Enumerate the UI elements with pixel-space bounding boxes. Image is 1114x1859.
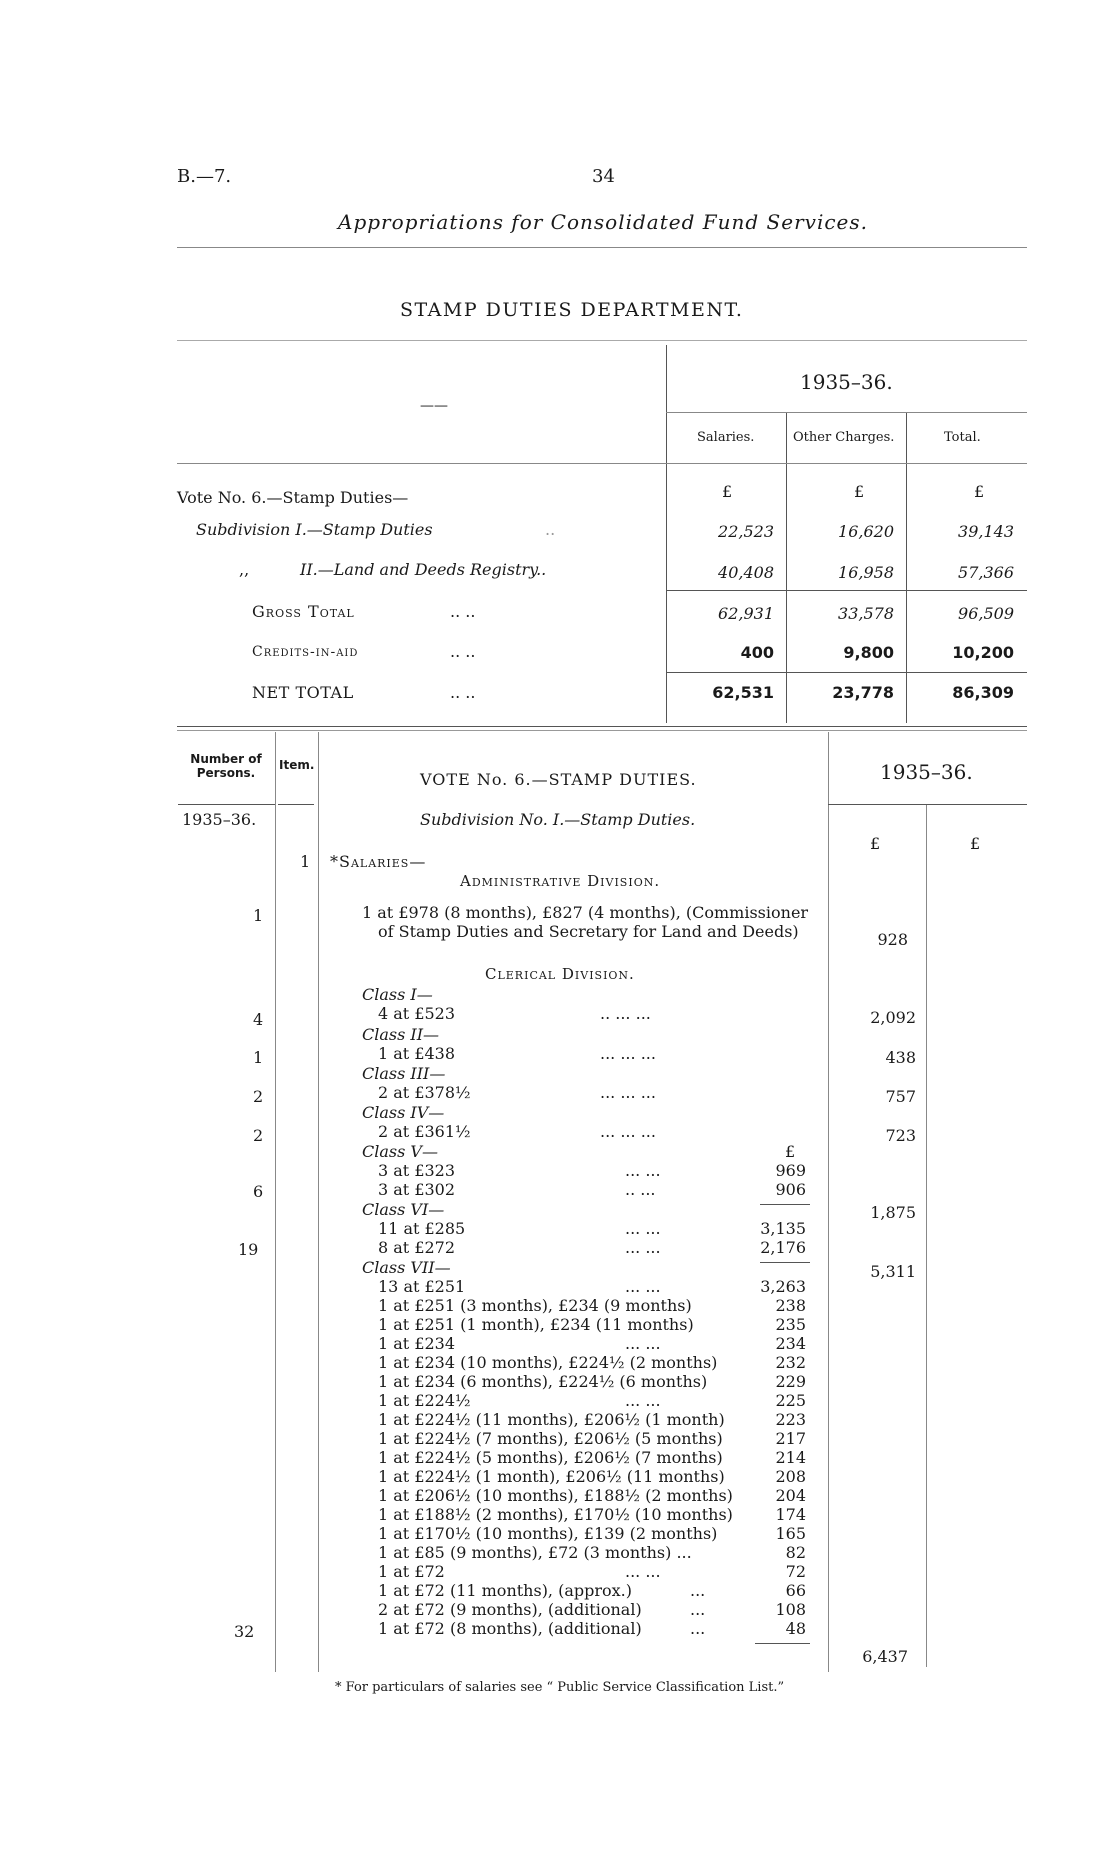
summary-subtotal-rule bbox=[666, 590, 1027, 591]
summary-top-rule bbox=[177, 340, 1027, 341]
clerical-division-heading: Clerical Division. bbox=[485, 965, 635, 983]
class-v-sum-rule bbox=[760, 1204, 810, 1205]
col-item: Item. bbox=[279, 758, 315, 772]
persons-header-rule bbox=[178, 804, 275, 805]
detail-vline-item bbox=[318, 732, 319, 1672]
document-reference: B.—7. bbox=[177, 166, 232, 187]
amount-header-rule bbox=[828, 804, 1027, 805]
admin-line-1: 1 at £978 (8 months), £827 (4 months), (Commissioner bbox=[362, 903, 809, 922]
class-vii-line: 1 at £224½ (1 month), £206½ (11 months) bbox=[378, 1467, 725, 1486]
class-v-line-amount: 906 bbox=[775, 1180, 806, 1199]
class-vii-line: 1 at £72 bbox=[378, 1562, 445, 1581]
class-v-line: 3 at £302 bbox=[378, 1180, 456, 1199]
class-iii-leader: ... ... ... bbox=[600, 1083, 656, 1102]
item-header-rule bbox=[278, 804, 314, 805]
summary-salaries-value: 62,931 bbox=[718, 604, 774, 623]
class-vii-line: 1 at £251 (3 months), £234 (9 months) bbox=[378, 1296, 692, 1315]
summary-total-value: 86,309 bbox=[952, 683, 1014, 702]
admin-line-2: of Stamp Duties and Secretary for Land and Deeds) bbox=[378, 922, 799, 941]
class-vii-line-amount: 82 bbox=[785, 1543, 806, 1562]
vote-label: Vote No. 6.—Stamp Duties— bbox=[177, 488, 409, 507]
class-vii-line: 2 at £72 (9 months), (additional) bbox=[378, 1600, 642, 1619]
class-iv-label: Class IV— bbox=[362, 1103, 445, 1122]
class-vii-line-amount: 174 bbox=[775, 1505, 806, 1524]
class-vi-leader: ... ... bbox=[625, 1238, 661, 1257]
class-vii-line-amount: 217 bbox=[775, 1429, 806, 1448]
class-vii-leader: ... ... bbox=[625, 1334, 661, 1353]
subdivision-heading: Subdivision No. I.—Stamp Duties. bbox=[420, 810, 696, 829]
class-vi-sum-rule bbox=[760, 1262, 810, 1263]
class-vii-line-amount: 234 bbox=[775, 1334, 806, 1353]
summary-year: 1935–36. bbox=[800, 370, 893, 394]
class-vii-sum-rule bbox=[755, 1643, 810, 1644]
class-vii-line: 1 at £85 (9 months), £72 (3 months) ... bbox=[378, 1543, 692, 1562]
footnote: * For particulars of salaries see “ Public Service Classification List.” bbox=[335, 1680, 785, 1695]
currency-col1: £ bbox=[870, 834, 881, 853]
class-vii-line: 1 at £234 bbox=[378, 1334, 456, 1353]
class-vi-line-amount: 2,176 bbox=[760, 1238, 806, 1257]
class-vii-line: 1 at £224½ (5 months), £206½ (7 months) bbox=[378, 1448, 723, 1467]
class-vi-label: Class VI— bbox=[362, 1200, 445, 1219]
summary-row-leader: .. bbox=[545, 520, 556, 539]
summary-other-value: 23,778 bbox=[832, 683, 894, 702]
persons-year: 1935–36. bbox=[182, 810, 257, 829]
vote-heading: VOTE No. 6.—STAMP DUTIES. bbox=[420, 770, 697, 789]
class-i-leader: .. ... ... bbox=[600, 1004, 651, 1023]
col-other-charges: Other Charges. bbox=[793, 430, 895, 445]
class-vii-line-amount: 48 bbox=[785, 1619, 806, 1638]
class-vii-line: 1 at £224½ bbox=[378, 1391, 471, 1410]
summary-total-value: 10,200 bbox=[952, 643, 1014, 662]
class-vii-line: 13 at £251 bbox=[378, 1277, 466, 1296]
col-salaries: Salaries. bbox=[697, 430, 755, 445]
class-vii-line: 1 at £72 (11 months), (approx.) bbox=[378, 1581, 632, 1600]
department-heading: STAMP DUTIES DEPARTMENT. bbox=[400, 299, 744, 321]
administrative-division-heading: Administrative Division. bbox=[460, 872, 661, 890]
class-vii-line-amount: 204 bbox=[775, 1486, 806, 1505]
gross-total-label: Gross Total bbox=[252, 602, 355, 621]
summary-row-leader: .. .. bbox=[450, 602, 476, 621]
class-vii-line-amount: 229 bbox=[775, 1372, 806, 1391]
summary-year-rule bbox=[666, 412, 1027, 413]
class-vii-line-amount: 223 bbox=[775, 1410, 806, 1429]
summary-salaries-value: 40,408 bbox=[718, 563, 774, 582]
class-v-leader: ... ... bbox=[625, 1161, 661, 1180]
summary-salaries-value: 22,523 bbox=[718, 522, 774, 541]
summary-row-label: II.—Land and Deeds Registry.. bbox=[300, 560, 547, 579]
currency-other: £ bbox=[854, 482, 865, 501]
class-vii-line-amount: 165 bbox=[775, 1524, 806, 1543]
summary-row-ditto: ,, bbox=[239, 560, 250, 579]
class-v-leader: .. ... bbox=[625, 1180, 656, 1199]
class-vii-line: 1 at £188½ (2 months), £170½ (10 months) bbox=[378, 1505, 733, 1524]
class-vii-line: 1 at £224½ (7 months), £206½ (5 months) bbox=[378, 1429, 723, 1448]
page-title: Appropriations for Consolidated Fund Services. bbox=[338, 210, 869, 234]
summary-total-value: 57,366 bbox=[958, 563, 1014, 582]
class-v-line-amount: 969 bbox=[775, 1161, 806, 1180]
summary-other-value: 16,958 bbox=[838, 563, 894, 582]
class-vii-line-amount: 232 bbox=[775, 1353, 806, 1372]
class-v-total: 1,875 bbox=[870, 1203, 916, 1222]
detail-vline-persons bbox=[275, 732, 276, 1672]
summary-other-value: 16,620 bbox=[838, 522, 894, 541]
title-rule bbox=[177, 247, 1027, 248]
item-number: 1 bbox=[300, 852, 311, 871]
summary-header-rule bbox=[177, 463, 1027, 464]
class-vi-line: 11 at £285 bbox=[378, 1219, 466, 1238]
summary-total-value: 96,509 bbox=[958, 604, 1014, 623]
class-vi-leader: ... ... bbox=[625, 1219, 661, 1238]
class-vii-line: 1 at £251 (1 month), £234 (11 months) bbox=[378, 1315, 694, 1334]
class-vii-line-amount: 3,263 bbox=[760, 1277, 806, 1296]
summary-other-value: 9,800 bbox=[843, 643, 894, 662]
class-ii-persons: 1 bbox=[253, 1048, 264, 1067]
summary-salaries-value: 400 bbox=[740, 643, 774, 662]
class-ii-label: Class II— bbox=[362, 1025, 440, 1044]
class-vii-leader: ... bbox=[690, 1619, 706, 1638]
page-number: 34 bbox=[592, 166, 615, 187]
class-vi-persons: 19 bbox=[238, 1240, 259, 1259]
currency-salaries: £ bbox=[722, 482, 733, 501]
class-vii-persons: 32 bbox=[234, 1622, 255, 1641]
detail-year: 1935–36. bbox=[880, 760, 973, 784]
admin-persons: 1 bbox=[253, 906, 264, 925]
detail-vline-amount1 bbox=[828, 732, 829, 1672]
class-vii-line: 1 at £206½ (10 months), £188½ (2 months) bbox=[378, 1486, 733, 1505]
summary-bottom-rule bbox=[177, 726, 1027, 727]
detail-vline-amount2 bbox=[926, 805, 927, 1667]
class-ii-line: 1 at £438 bbox=[378, 1044, 456, 1063]
class-v-line: 3 at £323 bbox=[378, 1161, 456, 1180]
class-vii-leader: ... bbox=[690, 1600, 706, 1619]
class-v-persons: 6 bbox=[253, 1182, 264, 1201]
class-i-label: Class I— bbox=[362, 985, 433, 1004]
class-vi-line: 8 at £272 bbox=[378, 1238, 456, 1257]
summary-salaries-value: 62,531 bbox=[712, 683, 774, 702]
class-vi-line-amount: 3,135 bbox=[760, 1219, 806, 1238]
class-v-currency: £ bbox=[785, 1142, 796, 1161]
class-vii-line-amount: 108 bbox=[775, 1600, 806, 1619]
class-vii-line: 1 at £234 (6 months), £224½ (6 months) bbox=[378, 1372, 708, 1391]
col-total: Total. bbox=[944, 430, 981, 445]
class-vii-total: 6,437 bbox=[862, 1647, 908, 1666]
class-v-label: Class V— bbox=[362, 1142, 438, 1161]
class-vii-line: 1 at £72 (8 months), (additional) bbox=[378, 1619, 642, 1638]
summary-row-leader: .. .. bbox=[450, 683, 476, 702]
class-vii-line: 1 at £234 (10 months), £224½ (2 months) bbox=[378, 1353, 718, 1372]
col-number-of-persons: Number of Persons. bbox=[190, 752, 262, 780]
class-vi-total: 5,311 bbox=[870, 1262, 916, 1281]
class-vii-label: Class VII— bbox=[362, 1258, 451, 1277]
net-total-label: NET TOTAL bbox=[252, 683, 354, 702]
class-iv-amount: 723 bbox=[885, 1126, 916, 1145]
summary-net-rule bbox=[666, 672, 1027, 673]
class-vii-line-amount: 208 bbox=[775, 1467, 806, 1486]
class-i-line: 4 at £523 bbox=[378, 1004, 456, 1023]
class-iv-line: 2 at £361½ bbox=[378, 1122, 471, 1141]
class-vii-line-amount: 235 bbox=[775, 1315, 806, 1334]
salaries-heading: *Salaries— bbox=[330, 852, 427, 871]
currency-col2: £ bbox=[970, 834, 981, 853]
class-vii-line-amount: 72 bbox=[785, 1562, 806, 1581]
summary-other-value: 33,578 bbox=[838, 604, 894, 623]
class-iii-line: 2 at £378½ bbox=[378, 1083, 471, 1102]
summary-row-label: Subdivision I.—Stamp Duties bbox=[196, 520, 433, 539]
class-iii-label: Class III— bbox=[362, 1064, 446, 1083]
class-i-amount: 2,092 bbox=[870, 1008, 916, 1027]
class-iv-persons: 2 bbox=[253, 1126, 264, 1145]
class-ii-amount: 438 bbox=[885, 1048, 916, 1067]
class-iii-persons: 2 bbox=[253, 1087, 264, 1106]
class-i-persons: 4 bbox=[253, 1010, 264, 1029]
admin-amount: 928 bbox=[877, 930, 908, 949]
summary-bottom-rule-double bbox=[177, 730, 1027, 731]
class-vii-leader: ... bbox=[690, 1581, 706, 1600]
credits-in-aid-label: Credits-in-aid bbox=[252, 644, 359, 660]
class-vii-line-amount: 214 bbox=[775, 1448, 806, 1467]
class-vii-line-amount: 238 bbox=[775, 1296, 806, 1315]
class-vii-leader: ... ... bbox=[625, 1391, 661, 1410]
class-vii-leader: ... ... bbox=[625, 1277, 661, 1296]
class-vii-line-amount: 66 bbox=[785, 1581, 806, 1600]
class-iii-amount: 757 bbox=[885, 1087, 916, 1106]
class-iv-leader: ... ... ... bbox=[600, 1122, 656, 1141]
class-vii-leader: ... ... bbox=[625, 1562, 661, 1581]
summary-row-leader: .. .. bbox=[450, 642, 476, 661]
currency-total: £ bbox=[974, 482, 985, 501]
class-vii-line: 1 at £170½ (10 months), £139 (2 months) bbox=[378, 1524, 718, 1543]
summary-total-value: 39,143 bbox=[958, 522, 1014, 541]
class-ii-leader: ... ... ... bbox=[600, 1044, 656, 1063]
summary-stub-dash: —— bbox=[420, 398, 448, 414]
class-vii-line-amount: 225 bbox=[775, 1391, 806, 1410]
class-vii-line: 1 at £224½ (11 months), £206½ (1 month) bbox=[378, 1410, 725, 1429]
